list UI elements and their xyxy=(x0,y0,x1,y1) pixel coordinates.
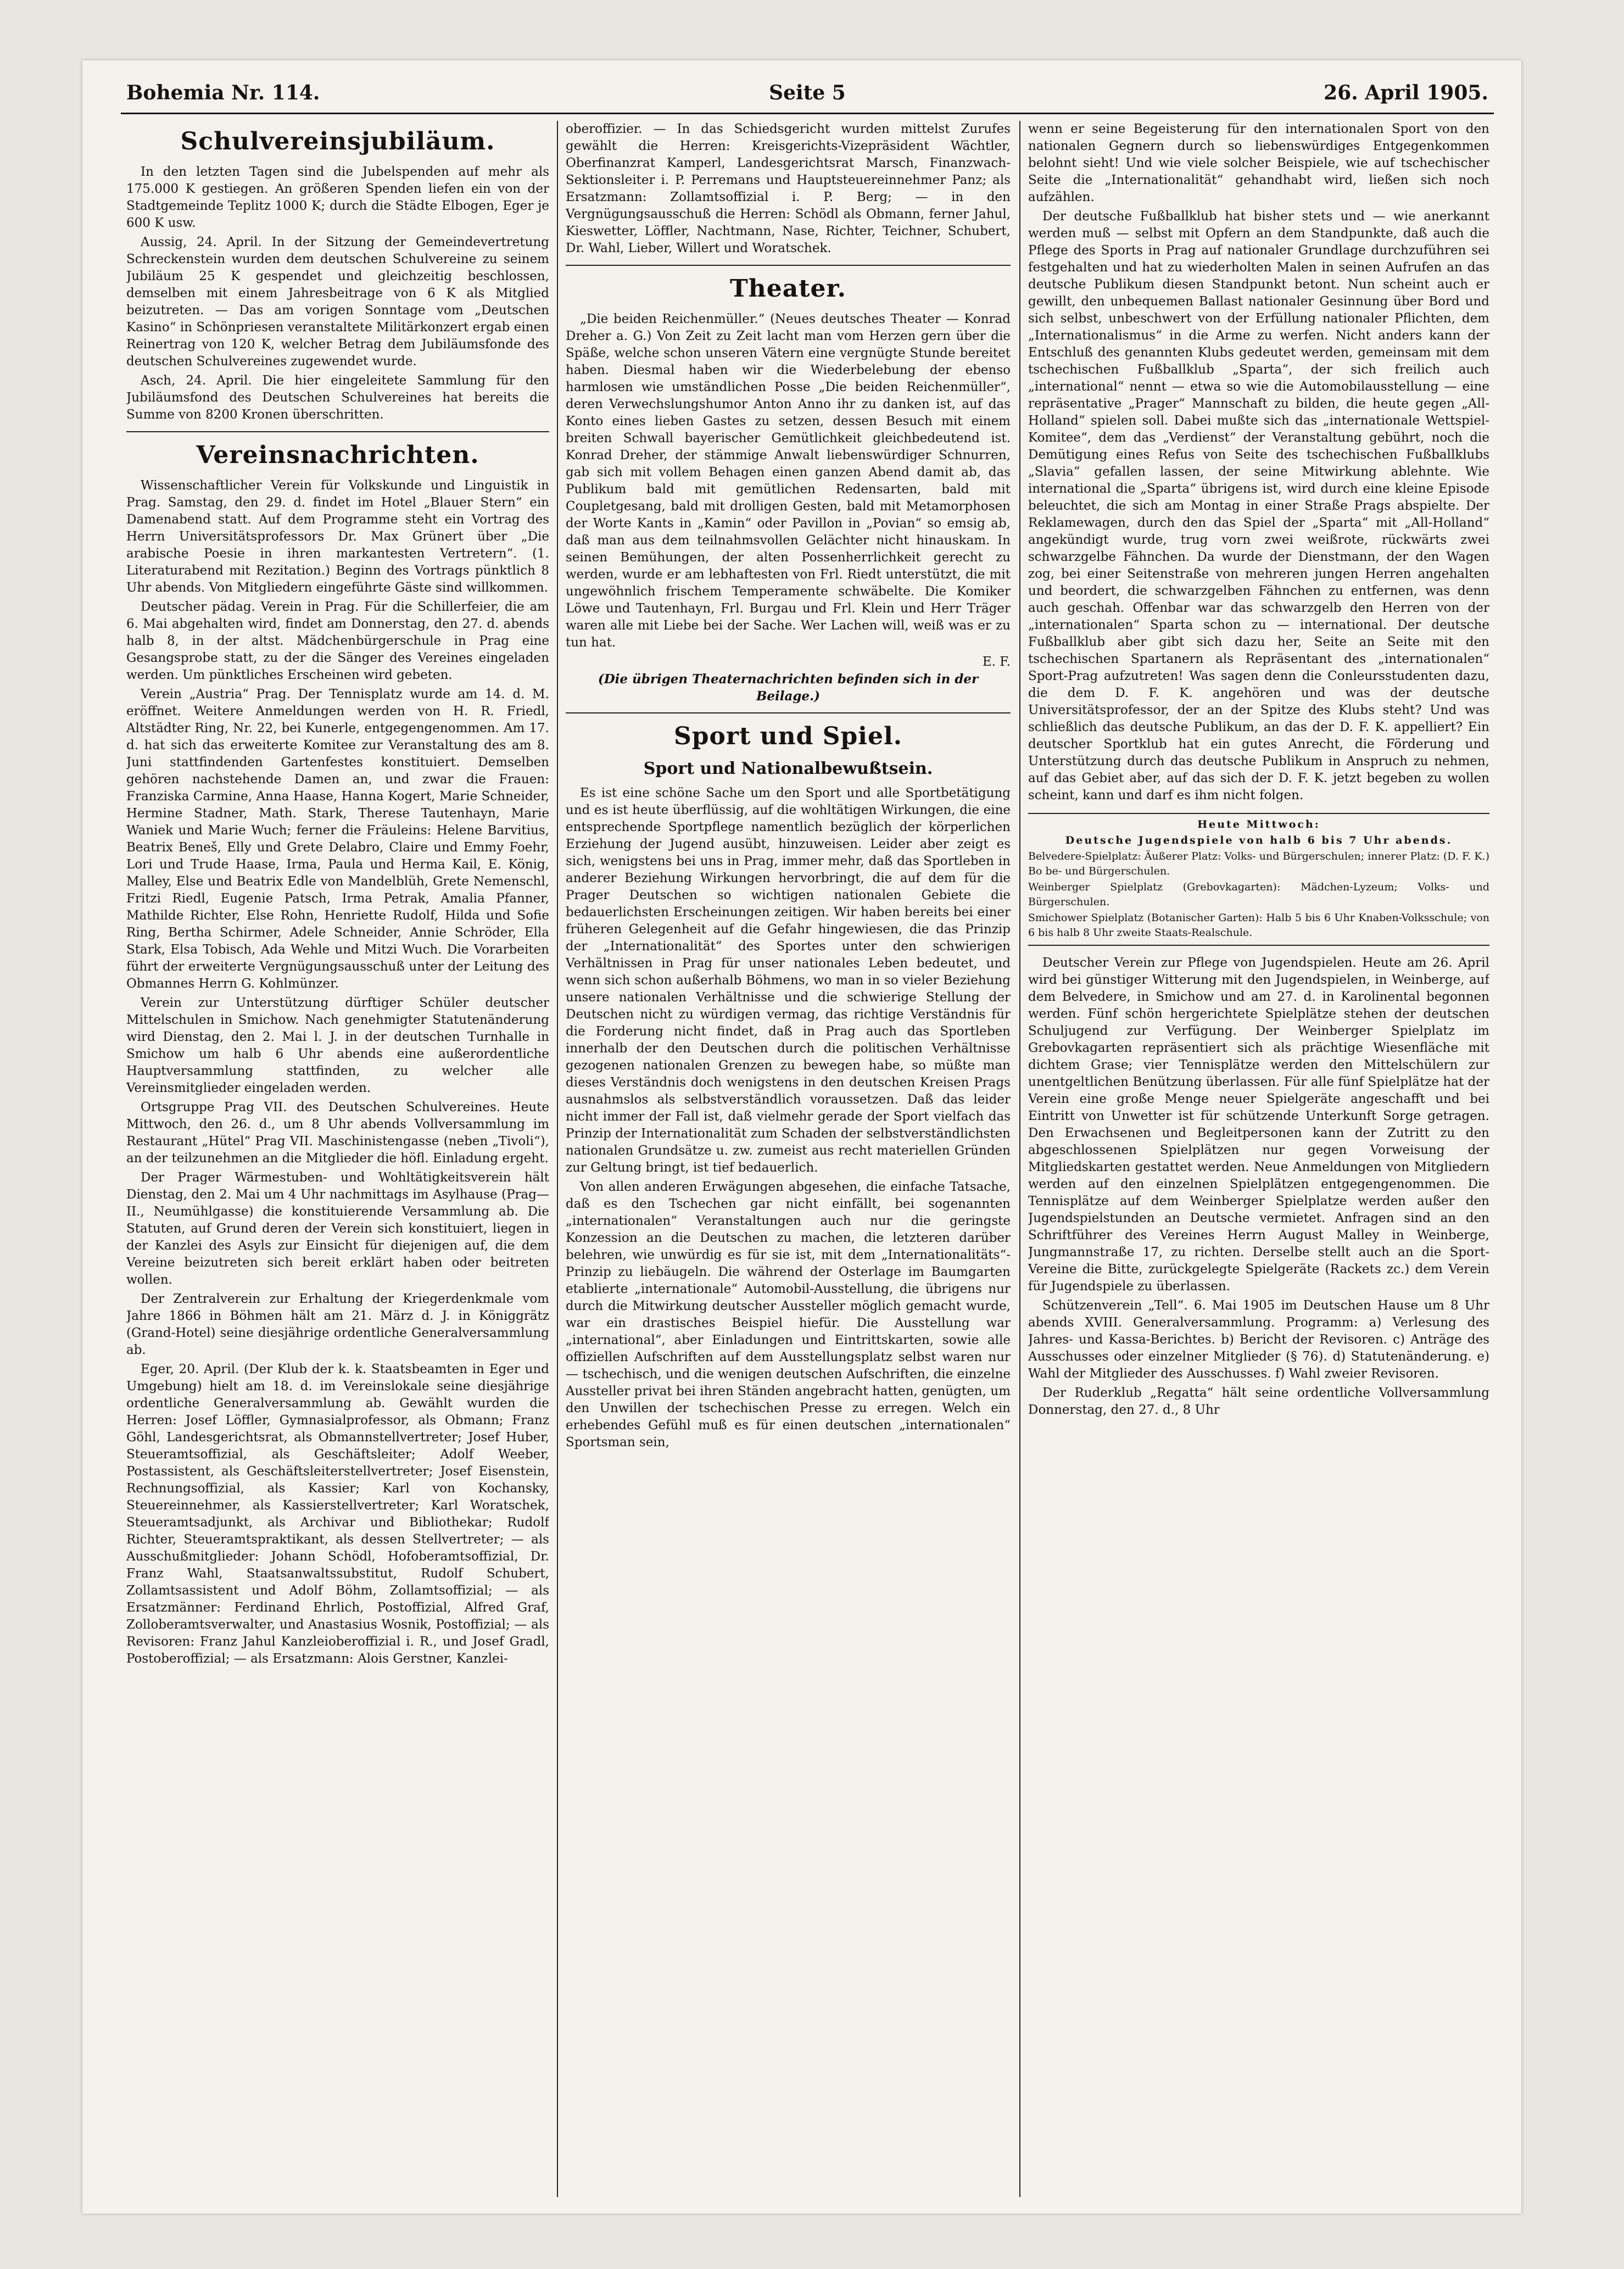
masthead xyxy=(126,77,1488,110)
article-subtitle: Sport und Nationalbewußtsein. xyxy=(643,759,933,778)
schedule-title: Heute Mittwoch: xyxy=(1197,818,1320,830)
article-paragraph: In den letzten Tagen sind die Jubelspenden auf mehr als 175.000 K gestiegen. An größeren Spenden liefen ein von der Stadtgemeinde Teplitz 1000 K; durch die Städte Elbogen, Eger je 600 K usw. xyxy=(126,165,549,230)
article-paragraph: Es ist eine schöne Sache um den Sport und alle Sportbetätigung und es ist heute überflüssig, auf die wohltätigen Wirkungen, die eine entsprechende Sportpflege namentlich bezüglich der körperlichen Erziehung der Jugend ausübt, hinzuweisen. Leider aber zeigt es sich, wenigstens bei uns in Prag, immer mehr, daß das Sportleben in anderer Beziehung Wirkungen hervorbringt, die auf dem für die Prager Deutschen so wichtigen nationalen Gebiete die bedauerlichsten Erscheinungen zeitigen. Wir haben bereits bei einer früheren Gelegenheit auf die Gefahr hingewiesen, die das Prinzip der „Internationalität“ des Sportes unter den schwierigen Verhältnissen in Prag für unser nationales Leben bedeutet, und wenn sich schon außerhalb Böhmens, wo man in so vieler Beziehung unsere nationalen Verhältnisse und die schwierige Stellung der Deutschen nicht zu würdigen vermag, das richtige Verständnis für die Forderung nicht findet, daß in Prag auch das Sportleben innerhalb der den Deutschen durch die politischen Verhältnisse gezogenen nationalen Grenzen zu bewegen habe, so müßte man dieses Verständnis doch wenigstens in den deutschen Kreisen Prags ausnahmslos als selbstverständlich voraussetzen. Daß das leider nicht immer der Fall ist, daß vielmehr gerade der Sport vielfach das Prinzip der Internationalität zum Schaden der selbstverständlichsten nationalen Grundsätze u. zw. zumeist aus recht materiellen Gründen zur Geltung bringt, ist tief bedauerlich. xyxy=(566,786,1011,1175)
schedule-line: Weinberger Spielplatz (Grebovkagarten): Mädchen-Lyzeum; Volks- und Bürgerschulen. xyxy=(1028,881,1489,908)
newspaper-page xyxy=(82,60,1521,2214)
article-paragraph: Der Prager Wärmestuben- und Wohltätigkeitsverein hält Dienstag, den 2. Mai um 4 Uhr nachmittags im Asylhause (Prag—II., Neumühlgasse) die konstituierende Versammlung ab. Die Statuten, auf Grund deren der Verein sich konstituiert, liegen in der Kanzlei des Asyls zur Einsicht für diejenigen auf, die dem Vereine beizutreten sich bereit erklärt haben oder beitreten wollen. xyxy=(126,1170,549,1287)
article-paragraph: Aussig, 24. April. In der Sitzung der Gemeindevertretung Schreckenstein wurden dem deutschen Schulvereine zu seinem Jubiläum 25 K gespendet und gleichzeitig beschlossen, demselben mit einem Jahresbeitrage von 6 K als Mitglied beizutreten. — Das am vorigen Sonntage vom „Deutschen Kasino“ in Schönpriesen veranstaltete Militärkonzert ergab einen Reinertrag von 120 K, welcher Betrag dem Jubiläumsfonde des deutschen Schulvereines zugewendet wurde. xyxy=(126,235,549,369)
article-paragraph: Von allen anderen Erwägungen abgesehen, die einfache Tatsache, daß es den Tschechen gar nicht einfällt, bei sogenannten „internationalen“ Veranstaltungen auch nur die geringste Konzession an die Deutschen zu machen, die letzteren darüber belehren, wie unwürdig es für sie ist, mit dem „Internationalitäts“-Prinzip zu liebäugeln. Die während der Osterlage im Baumgarten etablierte „internationale“ Automobil-Ausstellung, die übrigens nur durch die Mitwirkung deutscher Aussteller möglich gemacht wurde, war ein drastisches Beispiel hiefür. Die Ausstellung war „international“, aber Einladungen und Eintrittskarten, sowie alle offiziellen Aufschriften auf dem Ausstellungsplatz selbst waren nur — tschechisch, und die wenigen deutschen Aufschriften, die einzelne Aussteller privat bei ihren Ständen angebracht hatten, genügten, um den Unwillen der tschechischen Presse zu erregen. Welch ein erhebendes Gefühl muß es für einen deutschen „internationalen“ Sportsman sein, xyxy=(566,1180,1011,1450)
article-paragraph: Deutscher pädag. Verein in Prag. Für die Schillerfeier, die am 6. Mai abgehalten wird, findet am Donnerstag, den 27. d. abends halb 8, in der altst. Mädchenbürgerschule in Prag eine Gesangsprobe statt, zu der die Sänger des Vereines eingeladen werden. Um pünktliches Erscheinen wird gebeten. xyxy=(126,600,549,682)
column-divider xyxy=(557,121,558,2197)
page-number: Seite 5 xyxy=(769,81,846,104)
section-divider xyxy=(566,265,1011,266)
article-paragraph: Ortsgruppe Prag VII. des Deutschen Schulvereines. Heute Mittwoch, den 26. d., um 8 Uhr abends Vollversammlung im Restaurant „Hütel“ Prag VII. Maschinistengasse (neben „Tivoli“), an der teilzunehmen an die Mitglieder die höfl. Einladung ergeht. xyxy=(126,1100,549,1166)
column-1 xyxy=(126,121,549,2197)
section-divider xyxy=(126,431,549,432)
article-paragraph: Asch, 24. April. Die hier eingeleitete Sammlung für den Jubiläumsfond des Deutschen Schulvereines hat bereits die Summe von 8200 Kronen überschritten. xyxy=(126,373,549,422)
section-title-vereine: Vereinsnachrichten. xyxy=(196,441,479,469)
article-paragraph: Verein zur Unterstützung dürftiger Schüler deutscher Mittelschulen in Smichow. Nach genehmigter Statutenänderung wird Dienstag, den 2. Mai l. J. in der deutschen Turnhalle in Smichow um halb 6 Uhr abends eine außerordentliche Hauptversammlung stattfinden, zu welcher alle Vereinsmitglieder eingeladen werden. xyxy=(126,996,549,1095)
article-paragraph: Eger, 20. April. (Der Klub der k. k. Staatsbeamten in Eger und Umgebung) hielt am 18. d. im Vereinslokale seine diesjährige ordentliche Generalversammlung ab. Gewählt wurden die Herren: Josef Löffler, Gymnasialprofessor, als Obmann; Franz Göhl, Landesgerichtsrat, als Obmannstellvertreter; Josef Huber, Steueramtsoffizial, als Geschäftsleiter; Adolf Weeber, Postassistent, als Geschäftsleiterstellvertreter; Josef Eisenstein, Rechnungsoffizial, als Kassier; Karl von Kochansky, Steuereinnehmer, als Kassierstellvertreter; Karl Woratschek, Steueramtsadjunkt, als Archivar und Bibliothekar; Rudolf Richter, Steueramtspraktikant, als dessen Stellvertreter; — als Ausschußmitglieder: Johann Schödl, Hofoberamtsoffizial, Dr. Franz Wahl, Staatsanwaltssubstitut, Rudolf Schubert, Zollamtsassistent und Adolf Böhm, Zollamtsoffizial; — als Ersatzmänner: Ferdinand Ehrlich, Postoffizial, Alfred Graf, Zolloberamtsverwalter, und Anastasius Wosnik, Postoffizial; — als Revisoren: Franz Jahul Kanzleioberoffizial i. R., und Josef Gradl, Postoberoffizial; — als Ersatzmann: Alois Gerstner, Kanzlei- xyxy=(126,1362,549,1666)
schedule-box xyxy=(1028,813,1489,946)
article-paragraph: „Die beiden Reichenmüller.“ (Neues deutsches Theater — Konrad Dreher a. G.) Von Zeit zu Zeit lacht man vom Herzen gern über die Späße, welche schon unseren Vätern eine vergnügte Stunde bereitet haben. Diesmal haben wir die Wiederbelebung der ebenso harmlosen wie umständlichen Posse „Die beiden Reichenmüller“, deren Verwechslungshumor Anton Anno ihr zu danken ist, auf das Konto eines lieben Gastes zu setzen, dessen Besuch mit einem breiten Schwall bayerischer Gemütlichkeit gleichbedeutend ist. Konrad Dreher, der stämmige Anwalt liebenswürdiger Schnurren, gab sich mit vollem Behagen einen ganzen Abend damit ab, das Publikum bald mit gemütlichen Redensarten, bald mit Coupletgesang, bald mit drolligen Gesten, bald mit Metamorphosen der Worte Kants in „Kamin“ oder Pavillon in „Povian“ so emsig ab, daß man aus dem teilnahmsvollen Gelächter nicht hinauskam. In seinen Bemühungen, der alten Possenherrlichkeit gerecht zu werden, wurde er am lebhaftesten von Frl. Riedt unterstützt, die mit ungewöhnlich frischem Temperamente schwäbelte. Die Komiker Löwe und Tautenhayn, Frl. Burgau und Frl. Klein und Herr Träger waren alle mit Liebe bei der Sache. Wer Lachen will, weiß was er zu tun hat. xyxy=(566,312,1011,650)
column-3 xyxy=(1028,121,1489,2197)
column-divider xyxy=(1019,121,1020,2197)
section-title-theater: Theater. xyxy=(729,275,846,303)
schedule-line: Belvedere-Spielplatz: Äußerer Platz: Volks- und Bürgerschulen; innerer Platz: (D. F. K.) Bo be- und Bürgerschulen. xyxy=(1028,850,1489,877)
header-rule xyxy=(121,113,1494,114)
article-paragraph: Der Ruderklub „Regatta“ hält seine ordentliche Vollversammlung Donnerstag, den 27. d., 8 Uhr xyxy=(1028,1386,1489,1417)
issue-number: Bohemia Nr. 114. xyxy=(126,81,320,104)
schedule-line: Smichower Spielplatz (Botanischer Garten): Halb 5 bis 6 Uhr Knaben-Volksschule; von 6 bis halb 8 Uhr zweite Staats-Realschule. xyxy=(1028,912,1489,939)
theater-note: (Die übrigen Theaternachrichten befinden sich in der Beilage.) xyxy=(598,672,979,704)
article-paragraph: wenn er seine Begeisterung für den internationalen Sport von den nationalen Gegnern durch so liebenswürdiges Entgegenkommen belohnt sieht! Und wie viele solcher Beispiele, wie auf tschechischer Seite die „Internationalität“ gehandhabt wird, ließen sich noch aufzählen. xyxy=(1028,122,1489,204)
schedule-line: Deutsche Jugendspiele von halb 6 bis 7 Uhr abends. xyxy=(1065,834,1453,846)
article-paragraph: Schützenverein „Tell“. 6. Mai 1905 im Deutschen Hause um 8 Uhr abends XVIII. Generalversammlung. Programm: a) Verlesung des Jahres- und Kassa-Berichtes. b) Bericht der Revisoren. c) Anträge des Ausschusses oder einzelner Mitglieder (§ 76). d) Statutenänderung. e) Wahl der Mitglieder des Ausschusses. f) Wahl zweier Revisoren. xyxy=(1028,1298,1489,1381)
article-paragraph: Wissenschaftlicher Verein für Volkskunde und Linguistik in Prag. Samstag, den 29. d. findet im Hotel „Blauer Stern“ ein Damenabend statt. Auf dem Programme steht ein Vortrag des Herrn Universitätsprofessors Dr. Max Grünert über „Die arabische Poesie in ihren markantesten Vertretern“. (1. Literaturabend mit Rezitation.) Beginn des Vortrags pünktlich 8 Uhr abends. Von Mitgliedern eingeführte Gäste sind willkommen. xyxy=(126,478,549,595)
author-signature: E. F. xyxy=(982,655,1011,669)
article-paragraph: Deutscher Verein zur Pflege von Jugendspielen. Heute am 26. April wird bei günstiger Witterung mit den Jugendspielen, in Weinberge, auf dem Belvedere, in Smichow und am 27. d. in Karolinental begonnen werden. Fünf schön hergerichtete Spielplätze stehen der deutschen Schuljugend zur Verfügung. Der Weinberger Spielplatz im Grebovkagarten repräsentiert sich als prächtige Wiesenfläche mit dichtem Grase; vier Tennisplätze werden den Mittelschülern zur unentgeltlichen Benützung überlassen. Für alle fünf Spielplätze hat der Verein eine große Menge neuer Spielgeräte angeschafft und bei Eintritt von Unwetter ist für schützende Unterkunft Sorge getragen. Den Erwachsenen und Begleitpersonen kann der Zutritt zu den abgeschlossenen Spielplätzen nur gegen Vorweisung der Mitgliedskarten gestattet werden. Neue Anmeldungen von Mitgliedern werden auf den einzelnen Spielplätzen entgegengenommen. Die Tennisplätze auf dem Weinberger Spielplatze werden außer den Jugendspielstunden an Deutsche vermietet. Anfragen sind an den Schriftführer des Vereines Herrn August Malley in Weinberge, Jungmannstraße 17, zu richten. Derselbe stellt auch an die Sport-Vereine die Bitte, zurückgelegte Spielgeräte (Rackets zc.) dem Verein für Jugendspiele zu überlassen. xyxy=(1028,956,1489,1294)
issue-date: 26. April 1905. xyxy=(1324,81,1488,104)
article-paragraph: Der Zentralverein zur Erhaltung der Kriegerdenkmale vom Jahre 1866 in Böhmen hält am 21. März d. J. in Königgrätz (Grand-Hotel) seine diesjährige ordentliche Generalversammlung ab. xyxy=(126,1292,549,1357)
column-2 xyxy=(566,121,1011,2197)
section-title-schulverein: Schulvereinsjubiläum. xyxy=(180,127,495,155)
article-paragraph: oberoffizier. — In das Schiedsgericht wurden mittelst Zurufes gewählt die Herren: Kreisgerichts-Vizepräsident Wächtler, Oberfinanzrat Kamperl, Landesgerichtsrat Marsch, Finanzwach-Sektionsleiter i. P. Perremans und Hauptsteuereinnehmer Panz; als Ersatzmann: Zollamtsoffizial i. P. Berg; — in den Vergnügungsausschuß die Herren: Schödl als Obmann, ferner Jahul, Kieswetter, Löffler, Nachtmann, Nase, Richter, Teichner, Schubert, Dr. Wahl, Lieber, Willert und Woratschek. xyxy=(566,122,1011,255)
section-title-sport: Sport und Spiel. xyxy=(673,722,903,750)
section-divider xyxy=(566,712,1011,713)
article-paragraph: Der deutsche Fußballklub hat bisher stets und — wie anerkannt werden muß — selbst mit Opfern an dem Standpunkte, daß auch die Pflege des Sports in Prag auf nationaler Grundlage durchzuführen sei festgehalten und hat zu wiederholten Malen in seinen Aufrufen an das deutsche Publikum diesen Standpunkt betont. Nun scheint auch er gewillt, den unbequemen Ballast nationaler Gesinnung über Bord und sich selbst, unbeschwert von der Erfüllung nationaler Pflichten, dem „Internationalismus“ in die Arme zu werfen. Nicht anders kann der Entschluß des genannten Klubs gedeutet werden, gemeinsam mit dem tschechischen Fußballklub „Sparta“, der sich freilich auch „international“ nennt — etwa so wie die Automobilausstellung — eine repräsentative „Prager“ Mannschaft zu bilden, die heute gegen „All-Holland“ spielen soll. Dabei mußte sich das „internationale Wettspiel-Komitee“, dem das „Verdienst“ der Veranstaltung gebührt, noch die Demütigung eines Refus von Seite des tschechischen Fußballklubs „Slavia“ gefallen lassen, der seine Mitwirkung ablehnte. Wie international die „Sparta“ übrigens ist, wird durch eine kleine Episode beleuchtet, die sich am Montag in einer Straße Prags abspielte. Der Reklamewagen, durch den das Spiel der „Sparta“ mit „All-Holland“ angekündigt wurde, trug vorn zwei weißrote, rückwärts zwei schwarzgelbe Fähnchen. Da wurde der Dienstmann, der den Wagen zog, bei einer Seitenstraße von mehreren jungen Herren angehalten und beordert, die schwarzgelben Fähnchen zu entfernen, was denn auch geschah. Offenbar war das schwarzgelb den Herren von der „internationalen“ Sparta schon zu — international. Der deutsche Fußballklub aber gibt sich dazu her, Seite an Seite mit den tschechischen Spartanern als Repräsentant des „internationalen“ Sport-Prag aufzutreten! Was sagen denn die Conleursstudenten dazu, die dem D. F. K. angehören und was der deutsche Universitätsprofessor, der an der Spitze des Klubs steht? Und was schließlich das deutsche Publikum, an das der D. F. K. appelliert? Ein deutscher Sportklub hat ein gutes Anrecht, die Förderung und Unterstützung durch das deutsche Publikum in Anspruch zu nehmen, auf das Gebiet aber, auf das sich der D. F. K. jetzt begeben zu wollen scheint, kann und darf es ihm nicht folgen. xyxy=(1028,209,1489,802)
article-paragraph: Verein „Austria“ Prag. Der Tennisplatz wurde am 14. d. M. eröffnet. Weitere Anmeldungen werden von H. R. Friedl, Altstädter Ring, Nr. 22, bei Kunerle, entgegengenommen. Am 17. d. hat sich das erweiterte Komitee zur Veranstaltung des am 8. Juni stattfindenden Gartenfestes konstituiert. Demselben gehören nachstehende Damen an, und zwar die Frauen: Franziska Carmine, Anna Haase, Hanna Kogert, Marie Schneider, Hermine Stadner, Math. Stark, Therese Tautenhayn, Marie Waniek und Marie Wuch; ferner die Fräuleins: Helene Barvitius, Beatrix Beneš, Elly und Grete Delabro, Claire und Emmy Foehr, Lori und Trude Haase, Irma, Paula und Herma Kail, E. König, Malley, Else und Beatrix Edle von Mandelblüh, Grete Nemenschl, Fritzi Riedl, Eugenie Patsch, Irma Petrak, Amalia Pfanner, Mathilde Richter, Else Rohn, Henriette Rudolf, Hilda und Sofie Ring, Bertha Schirmer, Adele Schneider, Annie Schröder, Ella Stark, Elsa Tobisch, Ada Wehle und Mitzi Wuch. Die Vorarbeiten führt der erweiterte Vergnügungsausschuß unter der Leitung des Obmannes Herrn G. Kohlmünzer. xyxy=(126,687,549,991)
